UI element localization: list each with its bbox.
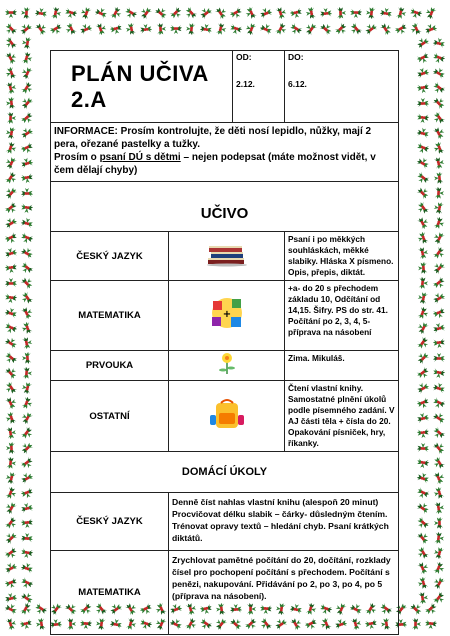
holly-icon bbox=[430, 139, 448, 157]
holly-icon bbox=[409, 617, 423, 631]
info-box bbox=[51, 123, 399, 182]
holly-icon bbox=[3, 470, 20, 487]
holly-icon bbox=[414, 229, 432, 247]
holly-icon bbox=[430, 379, 447, 396]
subject-label: MATEMATIKA bbox=[51, 551, 169, 635]
ucivo-heading: UČIVO bbox=[51, 182, 399, 232]
topic-text: Psaní i po měkkých souhláskách, měkké slabiky. Hláska X písmeno. Opis, přepis, diktát. bbox=[285, 232, 399, 281]
holly-icon bbox=[4, 276, 18, 290]
holly-icon bbox=[431, 170, 446, 185]
holly-icon bbox=[349, 6, 363, 20]
holly-icon bbox=[430, 319, 447, 336]
holly-icon bbox=[62, 4, 79, 21]
date-from bbox=[233, 51, 285, 123]
subject-label: PRVOUKA bbox=[51, 351, 169, 381]
holly-icon bbox=[18, 49, 35, 66]
holly-icon bbox=[416, 441, 430, 455]
holly-icon bbox=[3, 455, 18, 470]
holly-icon bbox=[415, 290, 432, 307]
info-line-1: INFORMACE: Prosím kontrolujte, že děti nosí lepidlo, nůžky, mají 2 pera, ořezané pastelky a tužky. bbox=[54, 126, 372, 150]
table-row bbox=[51, 232, 399, 281]
holly-icon bbox=[257, 4, 275, 22]
holly-icon bbox=[18, 484, 36, 502]
holly-icon bbox=[431, 200, 447, 216]
holly-icon bbox=[2, 304, 19, 321]
topic-text: Čtení vlastní knihy. Samostatné plnění úkolů podle písemného zadání. V AJ části těla + čísla do 20. Opakování písniček, hry, říkanky. bbox=[285, 381, 399, 452]
holly-icon bbox=[19, 380, 36, 397]
date-to-value: 6.12. bbox=[288, 79, 307, 89]
date-from-value: 2.12. bbox=[236, 79, 255, 89]
holly-icon bbox=[20, 351, 35, 366]
holly-icon bbox=[415, 125, 432, 142]
holly-icon bbox=[4, 6, 18, 20]
holly-icon bbox=[2, 64, 20, 82]
holly-icon bbox=[20, 186, 34, 200]
holly-icon bbox=[77, 20, 95, 38]
date-from-label: OD: bbox=[236, 52, 252, 62]
holly-icon bbox=[19, 545, 35, 561]
holly-icon bbox=[213, 21, 230, 38]
holly-icon bbox=[416, 96, 430, 110]
svg-text:+: + bbox=[222, 309, 231, 320]
holly-icon bbox=[4, 441, 18, 455]
holly-icon bbox=[415, 410, 432, 427]
holly-icon bbox=[2, 574, 20, 592]
holly-icon bbox=[19, 365, 34, 380]
holly-icon bbox=[183, 21, 198, 36]
table-row bbox=[51, 493, 399, 551]
holly-icon bbox=[18, 616, 35, 633]
holly-icon bbox=[19, 500, 36, 517]
holly-icon bbox=[431, 335, 447, 351]
page-title: PLÁN UČIVA 2.A bbox=[51, 51, 233, 123]
holly-icon bbox=[303, 5, 319, 21]
subject-label: ČESKÝ JAZYK bbox=[51, 493, 169, 551]
holly-icon bbox=[20, 531, 35, 546]
holly-icon bbox=[2, 409, 20, 427]
holly-icon bbox=[318, 5, 333, 20]
subject-label: MATEMATIKA bbox=[51, 281, 169, 351]
table-row bbox=[51, 381, 399, 452]
holly-icon bbox=[2, 139, 20, 157]
math-icon bbox=[169, 281, 285, 351]
holly-icon bbox=[415, 455, 431, 471]
holly-icon bbox=[154, 22, 169, 37]
holly-icon bbox=[3, 125, 19, 141]
holly-icon bbox=[422, 4, 440, 22]
homework-text: Zrychlovat pamětné počítání do 20, dočítání, rozklady čísel pro pochopení počítání s přechodem. Počítání s penězi, nakupování. Přidávání po 2, po 3, po 4, po 5 (příprava na násobení). bbox=[169, 551, 399, 635]
table-row bbox=[51, 351, 399, 381]
holly-icon bbox=[227, 20, 244, 37]
holly-icon bbox=[169, 22, 183, 36]
holly-icon bbox=[430, 544, 447, 561]
holly-icon bbox=[33, 5, 49, 21]
table-row bbox=[51, 551, 399, 635]
table-row bbox=[51, 281, 399, 351]
holly-icon bbox=[33, 616, 49, 632]
holly-icon bbox=[432, 351, 446, 365]
info-line-2-underlined: psaní DÚ s dětmi bbox=[99, 152, 181, 163]
subject-label: ČESKÝ JAZYK bbox=[51, 232, 169, 281]
holly-icon bbox=[416, 276, 431, 291]
holly-icon bbox=[431, 155, 448, 172]
holly-icon bbox=[432, 186, 447, 201]
subject-label: OSTATNÍ bbox=[51, 381, 169, 452]
holly-icon bbox=[393, 5, 410, 22]
holly-icon bbox=[378, 5, 394, 21]
holly-icon bbox=[18, 214, 35, 231]
topic-text: +a- do 20 s přechodem základu 10, Odčítání od 14,15. Šifry. PS do str. 41. Počítání po 2, 3, 4, 5- příprava na násobení bbox=[285, 281, 399, 351]
books-icon bbox=[169, 232, 285, 281]
date-to bbox=[285, 51, 399, 123]
date-to-label: DO: bbox=[288, 52, 304, 62]
holly-icon bbox=[431, 35, 448, 52]
holly-icon bbox=[414, 469, 432, 487]
holly-icon bbox=[431, 500, 447, 516]
holly-icon bbox=[432, 516, 446, 530]
lesson-plan-sheet bbox=[50, 50, 398, 601]
topic-text: Zima. Mikuláš. bbox=[285, 351, 399, 381]
homework-heading: DOMÁCÍ ÚKOLY bbox=[51, 452, 399, 493]
holly-icon bbox=[363, 5, 378, 20]
holly-icon bbox=[423, 616, 438, 631]
holly-icon bbox=[430, 304, 448, 322]
info-line-2-pre: Prosím o bbox=[54, 152, 100, 163]
holly-icon bbox=[334, 6, 348, 20]
holly-icon bbox=[48, 5, 65, 22]
holly-icon bbox=[18, 319, 36, 337]
holly-icon bbox=[19, 335, 35, 351]
holly-icon bbox=[414, 394, 432, 412]
holly-icon bbox=[2, 244, 19, 261]
backpack-icon bbox=[169, 381, 285, 452]
holly-icon bbox=[19, 170, 35, 186]
holly-icon bbox=[4, 111, 18, 125]
holly-icon bbox=[414, 574, 431, 591]
holly-icon bbox=[198, 21, 214, 37]
lesson-plan-table bbox=[50, 50, 399, 635]
holly-icon bbox=[415, 110, 430, 125]
holly-icon bbox=[3, 80, 20, 97]
holly-icon bbox=[18, 154, 35, 171]
holly-icon bbox=[414, 64, 432, 82]
holly-icon bbox=[19, 515, 34, 530]
flower-icon bbox=[169, 351, 285, 381]
info-line-2-post: – nejen podepsat (máte možnost vidět, v čem dělají chyby) bbox=[54, 152, 376, 176]
holly-icon bbox=[430, 484, 447, 501]
holly-icon bbox=[92, 20, 110, 38]
holly-icon bbox=[123, 21, 139, 37]
homework-text: Denně číst nahlas vlastní knihu (alespoň 20 minut) Procvičovat délku slabik – čárky- důsledným čtením. Trénovat opravy textů – hledání chyb. Psaní krátkých diktátů. bbox=[169, 493, 399, 551]
holly-icon bbox=[138, 21, 154, 37]
